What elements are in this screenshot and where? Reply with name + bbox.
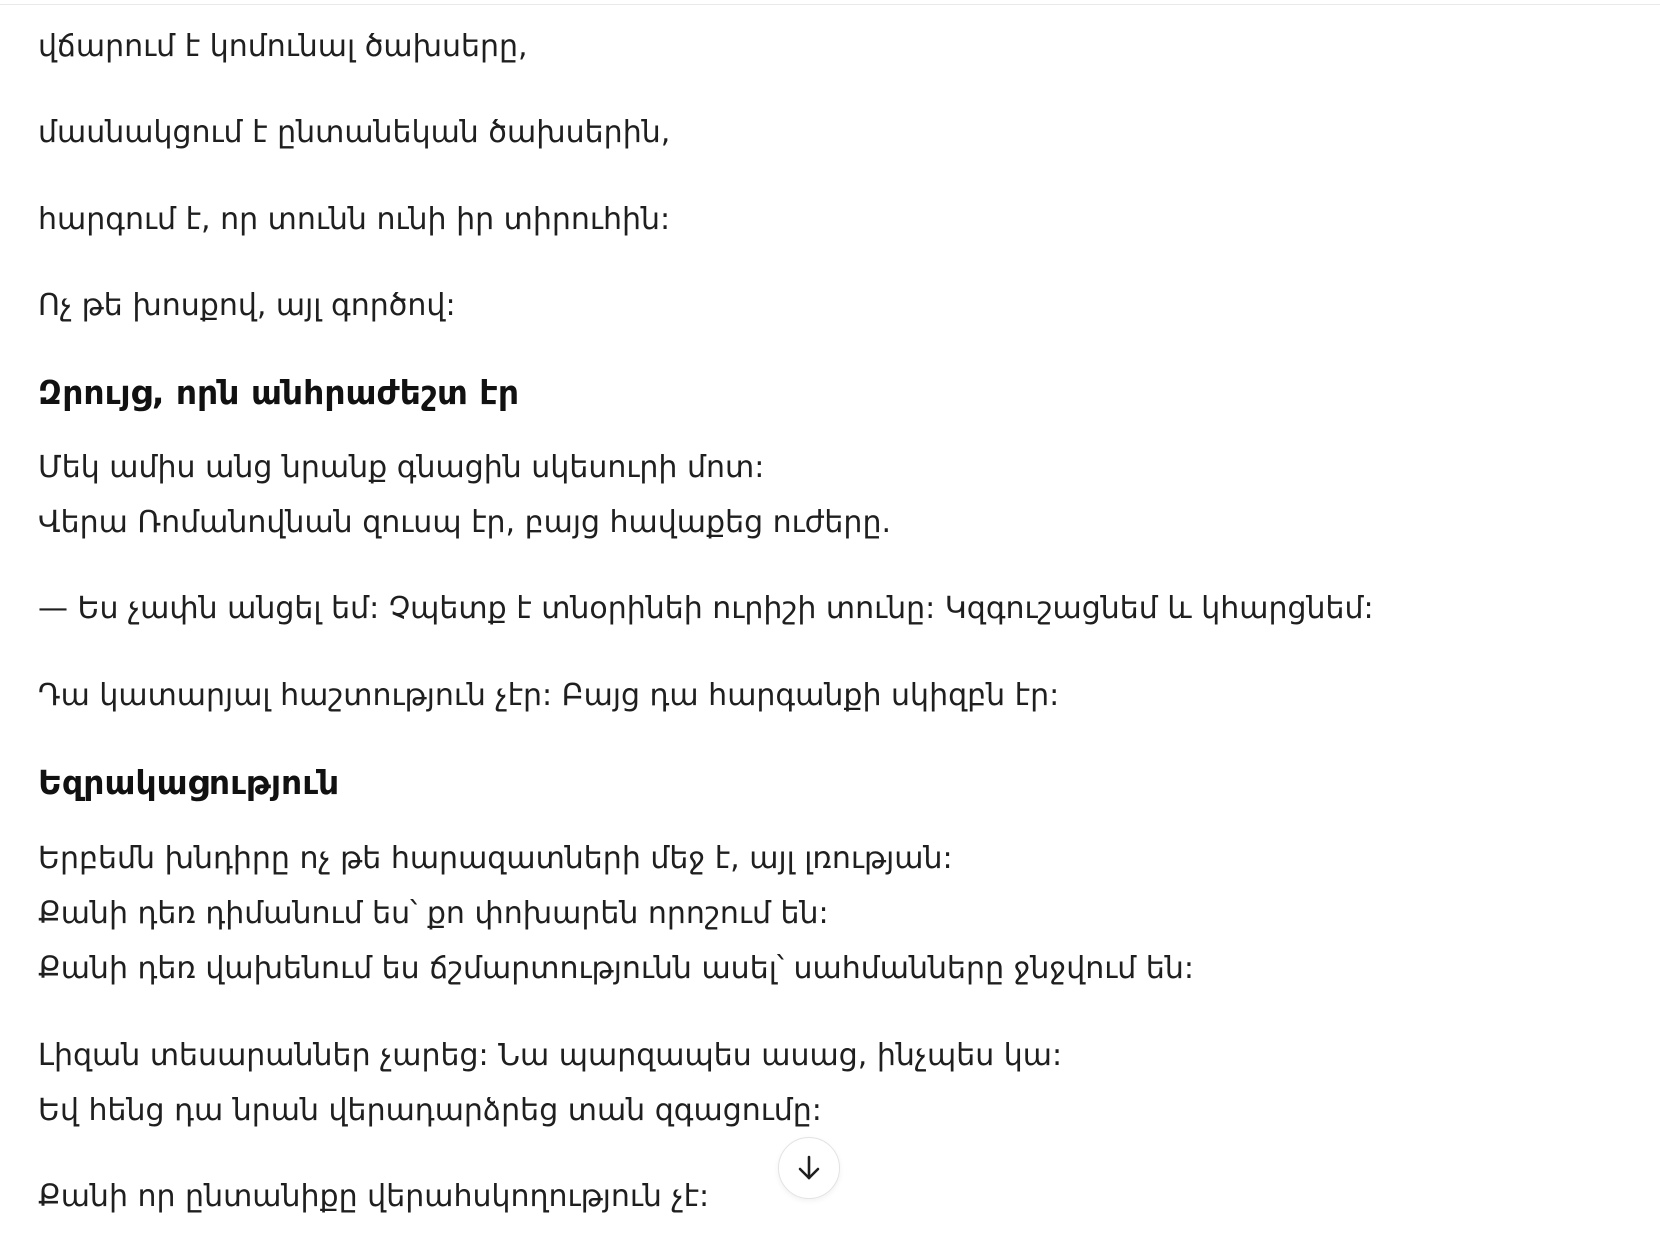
- paragraph-line: վճարում է կոմունալ ծախսերը,: [38, 29, 528, 64]
- section-heading: Եզրակացություն: [38, 763, 340, 802]
- top-divider: [0, 4, 1660, 5]
- paragraph-line: Մեկ ամիս անց նրանք գնացին սկեսուրի մոտ:: [38, 450, 765, 485]
- paragraph-line: Քանի դեռ դիմանում ես՝ քո փոխարեն որոշում են:: [38, 896, 829, 931]
- paragraph-line: — Ես չափն անցել եմ: Չպետք է տնօրինեի ուրիշի տունը: Կզգուշացնեմ և կհարցնեմ:: [38, 591, 1374, 626]
- section-heading: Զրույց, որն անհրաժեշտ էր: [38, 373, 520, 412]
- scroll-to-bottom-button[interactable]: [778, 1137, 840, 1199]
- paragraph-line: Վերա Ռոմանովնան զուսպ էր, բայց հավաքեց ուժերը.: [38, 505, 891, 540]
- paragraph-line: Եվ հենց դա նրան վերադարձրեց տան զգացումը:: [38, 1093, 822, 1128]
- paragraph-line: Դա կատարյալ հաշտություն չէր: Բայց դա հարգանքի սկիզբն էր:: [38, 678, 1060, 713]
- arrow-down-icon: [794, 1153, 824, 1183]
- paragraph-line: Երբեմն խնդիրը ոչ թե հարազատների մեջ է, այլ լռության:: [38, 841, 953, 876]
- paragraph-line: Քանի դեռ վախենում ես ճշմարտությունն ասել՝ սահմանները ջնջվում են:: [38, 951, 1194, 986]
- paragraph-line: մասնակցում է ընտանեկան ծախսերին,: [38, 115, 671, 150]
- paragraph-line: Ոչ թե խոսքով, այլ գործով:: [38, 288, 456, 323]
- paragraph-line: Լիզան տեսարաններ չարեց: Նա պարզապես ասաց, ինչպես կա:: [38, 1038, 1063, 1073]
- paragraph-line: հարգում է, որ տունն ունի իր տիրուհին:: [38, 202, 671, 237]
- paragraph-line: Քանի որ ընտանիքը վերահսկողություն չէ:: [38, 1179, 710, 1214]
